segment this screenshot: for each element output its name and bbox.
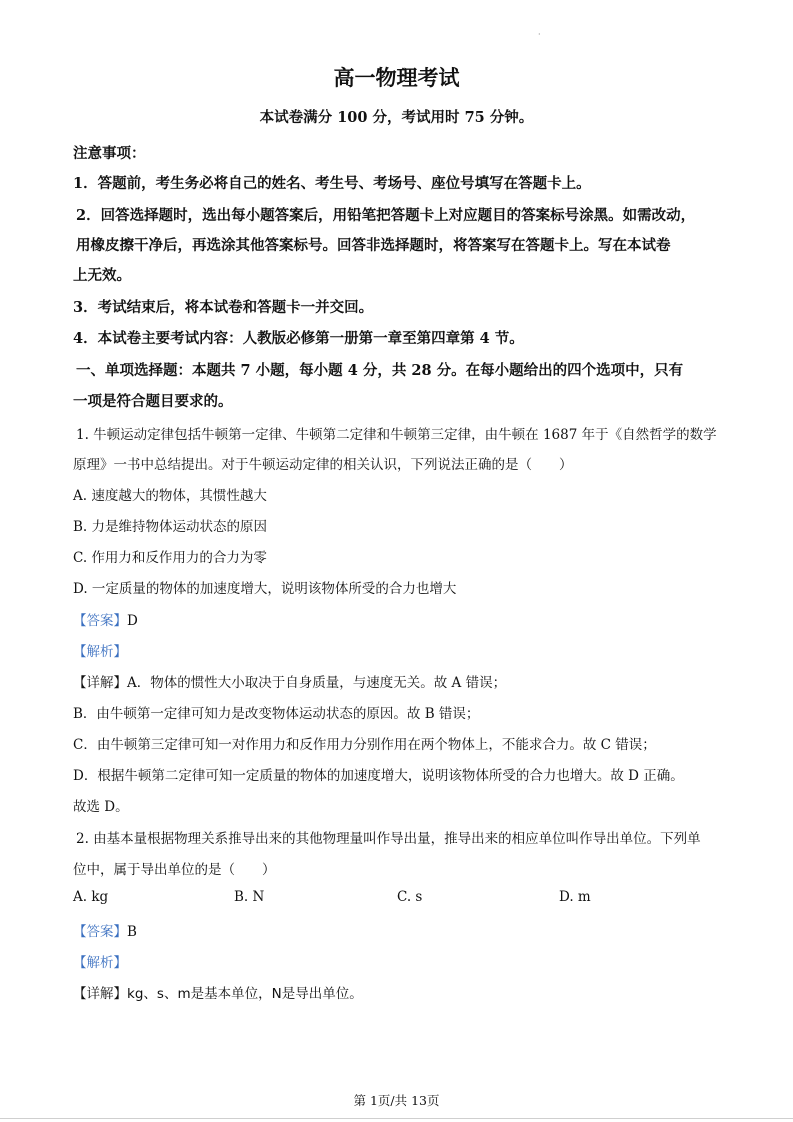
note-line: 3．考试结束后，将本试卷和答题卡一并交回。 [73,299,374,316]
section-heading: 一、单项选择题：本题共 7 小题，每小题 4 分，共 28 分。在每小题给出的四个选项中，只有 [76,362,684,379]
q2-option-c: C. s [397,889,423,905]
q2-option-d: D. m [559,889,591,905]
q2-stem: 2. 由基本量根据物理关系推导出来的其他物理量叫作导出量，推导出来的相应单位叫作导出单位。下列单 [76,831,701,847]
q2-detail [73,982,363,1002]
answer-value: B [127,924,137,940]
unit-kg: kg [127,986,144,1002]
corner-mark: · [538,30,541,39]
exam-title: 高一物理考试 [333,65,460,90]
separator: 、 [163,986,178,1002]
q2-option-b: B. N [234,889,265,905]
q1-option-c: C. 作用力和反作用力的合力为零 [73,550,267,566]
answer-value: D [127,613,138,629]
q2-option-a: A. kg [73,889,109,905]
note-line: 2．回答选择题时，选出每小题答案后，用铅笔把答题卡上对应题目的答案标号涂黑。如需改动， [76,207,696,224]
q1-option-b: B. 力是维持物体运动状态的原因 [73,519,268,535]
detail-tag: 【详解】 [73,986,127,1002]
unit-s: s [156,986,164,1002]
detail-tag: 【详解】 [73,675,127,691]
q1-detail [73,671,506,691]
answer-tag: 【答案】 [73,613,127,629]
q1-conclusion: 故选 D。 [73,799,129,815]
q1-detail-line: C．由牛顿第三定律可知一对作用力和反作用力分别作用在两个物体上，不能求合力。故 C 错误； [73,737,656,753]
separator: 、 [143,986,157,1002]
q1-detail-line: B．由牛顿第一定律可知力是改变物体运动状态的原因。故 B 错误； [73,706,480,722]
unit-n: N [271,986,282,1002]
q2-analysis-tag: 【解析】 [73,955,127,971]
detail-text: 是基本单位， [190,986,272,1002]
note-line: 用橡皮擦干净后，再选涂其他答案标号。回答非选择题时，将答案写在答题卡上。写在本试卷 [76,237,671,254]
q1-option-a: A. 速度越大的物体，其惯性越大 [73,488,267,504]
section-heading-cont: 一项是符合题目要求的。 [73,393,233,410]
note-line: 上无效。 [73,267,131,284]
answer-tag: 【答案】 [73,924,127,940]
note-line: 1．答题前，考生务必将自己的姓名、考生号、考场号、座位号填写在答题卡上。 [73,175,591,192]
q1-detail-line: D．根据牛顿第二定律可知一定质量的物体的加速度增大，说明该物体所受的合力也增大。故 D 正确。 [73,768,684,784]
q1-analysis-tag: 【解析】 [73,644,127,660]
q2-stem-cont: 位中，属于导出单位的是（ ） [73,862,276,878]
q1-answer [73,609,138,629]
bottom-rule [0,1118,793,1119]
page-number: 第 1页/共 13页 [353,1093,440,1108]
unit-m: m [177,986,191,1002]
q2-answer [73,920,137,940]
notes-heading: 注意事项： [73,145,146,162]
note-line: 4．本试卷主要考试内容：人教版必修第一册第一章至第四章第 4 节。 [73,330,524,347]
q1-stem-cont: 原理》一书中总结提出。对于牛顿运动定律的相关认识，下列说法正确的是（ ） [73,457,573,473]
detail-text: 是导出单位。 [281,986,363,1002]
detail-text: A．物体的惯性大小取决于自身质量，与速度无关。故 A 错误； [127,675,507,691]
exam-subtitle: 本试卷满分 100 分，考试用时 75 分钟。 [259,109,534,126]
q1-stem: 1. 牛顿运动定律包括牛顿第一定律、牛顿第二定律和牛顿第三定律，由牛顿在 1687 年于《自然哲学的数学 [76,427,717,443]
q1-option-d: D. 一定质量的物体的加速度增大，说明该物体所受的合力也增大 [73,581,457,597]
